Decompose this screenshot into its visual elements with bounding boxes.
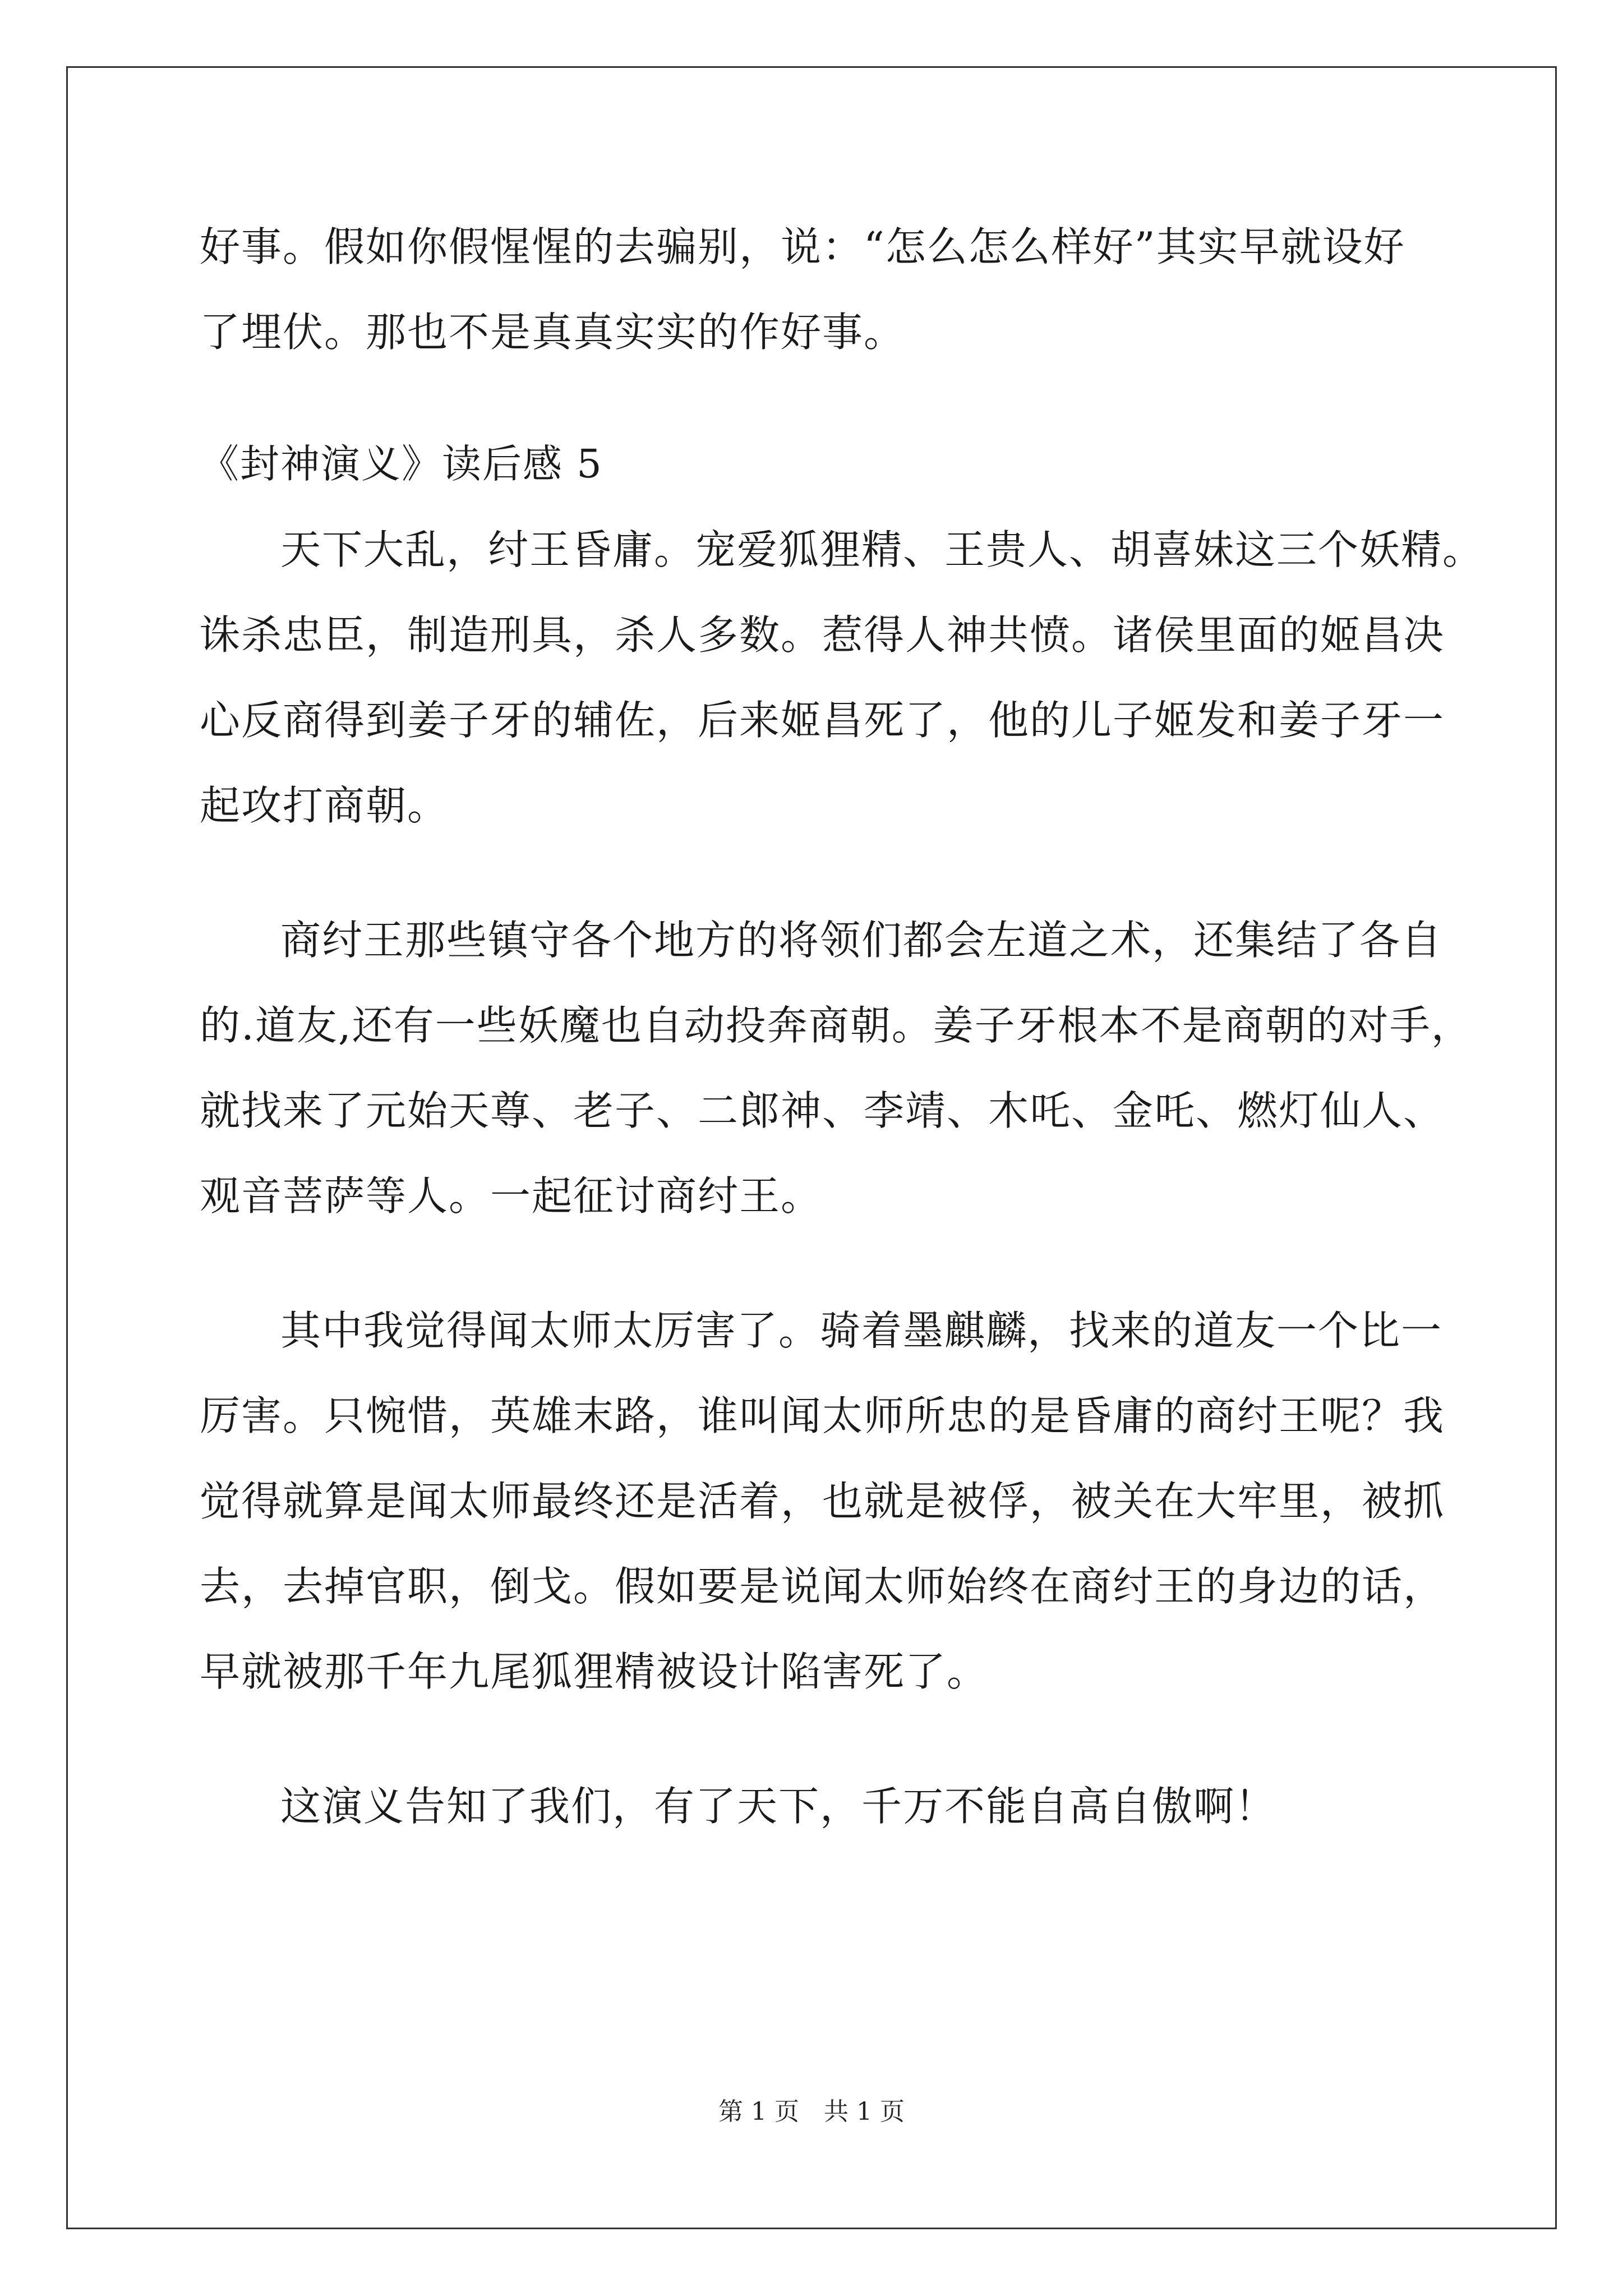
paragraph-1-line-2: 了埋伏。那也不是真真实实的作好事。 bbox=[200, 309, 906, 356]
paragraph-1-line-1: 好事。假如你假惺惺的去骗别，说：“怎么怎么样好”其实早就设好 bbox=[200, 223, 1405, 270]
paragraph-3-line-2: 的.道友,还有一些妖魔也自动投奔商朝。姜子牙根本不是商朝的对手， bbox=[200, 1002, 1473, 1049]
paragraph-4-line-3: 觉得就算是闻太师最终还是活着，也就是被俘，被关在大牢里，被抓 bbox=[200, 1478, 1445, 1525]
page-footer bbox=[0, 2091, 1623, 2127]
page-border bbox=[66, 66, 1557, 2229]
paragraph-5-line-1: 这演义告知了我们，有了天下，千万不能自高自傲啊！ bbox=[280, 1783, 1277, 1830]
paragraph-3-line-3: 就找来了元始天尊、老子、二郎神、李靖、木吒、金吒、燃灯仙人、 bbox=[200, 1087, 1445, 1134]
essay-heading: 《封神演义》读后感 5 bbox=[200, 441, 603, 487]
paragraph-4-line-2: 厉害。只惋惜，英雄末路，谁叫闻太师所忠的是昏庸的商纣王呢？我 bbox=[200, 1392, 1445, 1439]
paragraph-3-line-4: 观音菩萨等人。一起征讨商纣王。 bbox=[200, 1172, 823, 1220]
paragraph-4-line-4: 去，去掉官职，倒戈。假如要是说闻太师始终在商纣王的身边的话， bbox=[200, 1563, 1445, 1610]
paragraph-3-line-1: 商纣王那些镇守各个地方的将领们都会左道之术，还集结了各自 bbox=[280, 917, 1443, 964]
paragraph-2-line-1: 天下大乱，纣王昏庸。宠爱狐狸精、王贵人、胡喜妹这三个妖精。 bbox=[280, 526, 1484, 573]
paragraph-4-line-1: 其中我觉得闻太师太厉害了。骑着墨麒麟，找来的道友一个比一 bbox=[280, 1307, 1443, 1354]
paragraph-2-line-4: 起攻打商朝。 bbox=[200, 782, 449, 829]
paragraph-2-line-3: 心反商得到姜子牙的辅佐，后来姬昌死了，他的儿子姬发和姜子牙一 bbox=[200, 697, 1445, 744]
paragraph-2-line-2: 诛杀忠臣，制造刑具，杀人多数。惹得人神共愤。诸侯里面的姬昌决 bbox=[200, 611, 1445, 659]
paragraph-4-line-5: 早就被那千年九尾狐狸精被设计陷害死了。 bbox=[200, 1648, 989, 1695]
page-number: 第 1 页 共 1 页 bbox=[718, 2097, 905, 2126]
